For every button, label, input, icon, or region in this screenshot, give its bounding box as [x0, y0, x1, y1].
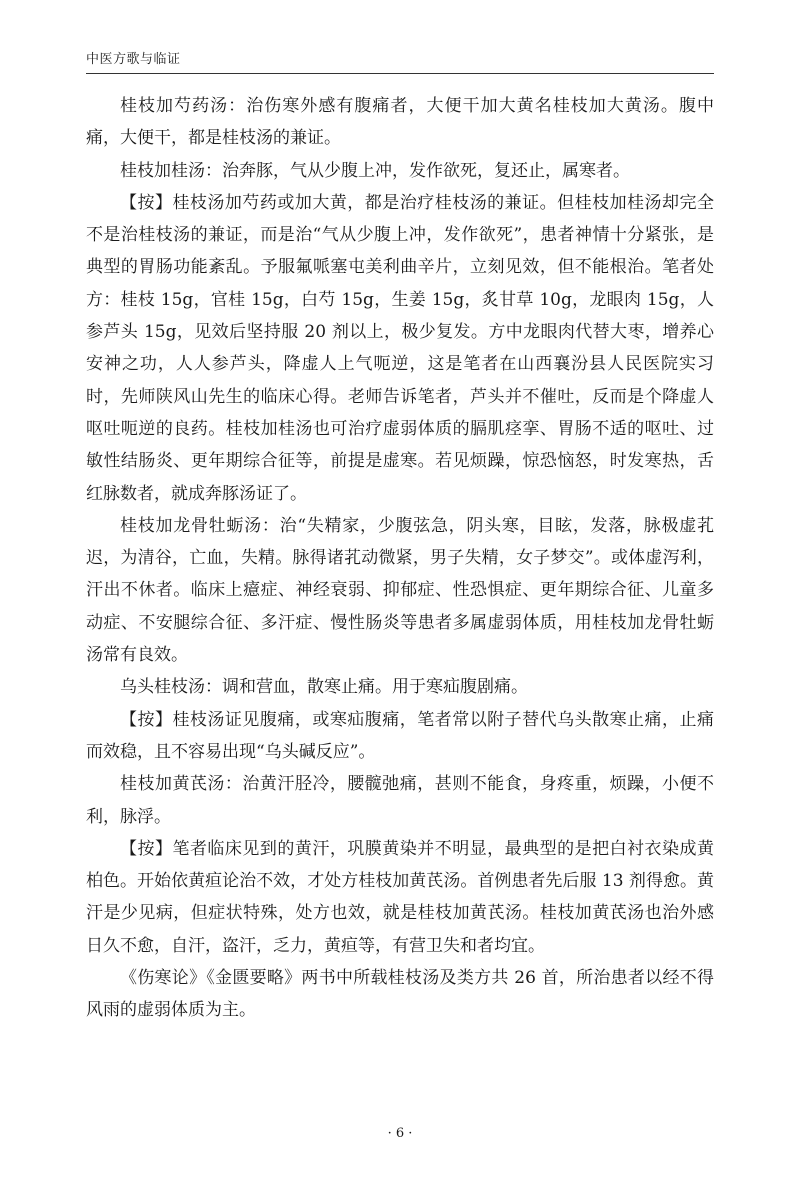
page-number: · 6 · — [387, 1126, 413, 1141]
paragraph-wutou-guizhi: 乌头桂枝汤：调和营血，散寒止痛。用于寒疝腹剧痛。 — [120, 677, 528, 698]
paragraph-note-wutou: 【按】桂枝汤证见腹痛，或寒疝腹痛，笔者常以附子替代乌头散寒止痛，止痛而效稳，且不容易出现“乌头碱反应”。 — [86, 709, 714, 762]
paragraph-summary: 《伤寒论》《金匮要略》两书中所载桂枝汤及类方共 26 首，所治患者以经不得风雨的虚弱体质为主。 — [86, 968, 714, 1021]
running-title: 中医方歌与临证 — [86, 52, 181, 67]
paragraph-note-guizhi-jia-gui: 【按】桂枝汤加芍药或加大黄，都是治疗桂枝汤的兼证。但桂枝加桂汤却完全不是治桂枝汤的兼证，而是治“气从少腹上冲，发作欲死”，患者神情十分紧张，是典型的胃肠功能紊乱。予服氟哌塞屯美利曲辛片，立刻见效，但不能根治。笔者处方：桂枝 15g，官桂 15g，白芍 15g，生姜 15g，炙甘草 10g，龙眼肉 15g，人参芦头 15g，见效后坚持服 20 剂以上，极少复发。方中龙眼肉代替大枣，增养心安神之功，人人参芦头，降虚人上气呃逆，这是笔者在山西襄汾县人民医院实习时，先师陕风山先生的临床心得。老师告诉笔者，芦头并不催吐，反而是个降虚人呕吐呃逆的良药。桂枝加桂汤也可治疗虚弱体质的膈肌痉挛、胃肠不适的呕吐、过敏性结肠炎、更年期综合征等，前提是虚寒。若见烦躁，惊恐恼怒，时发寒热，舌红脉数者，就成奔豚汤证了。 — [86, 192, 714, 504]
paragraph-guizhi-jia-longgu-muli: 桂枝加龙骨牡蛎汤：治“失精家，少腹弦急，阴头寒，目眩，发落，脉极虚芤迟，为清谷，亡血，失精。脉得诸芤动微紧，男子失精，女子梦交”。或体虚泻利，汗出不休者。临床上癔症、神经衰弱、抑郁症、性恐惧症、更年期综合征、儿童多动症、不安腿综合征、多汗症、慢性肠炎等患者多属虚弱体质，用桂枝加龙骨牡蛎汤常有良效。 — [86, 515, 714, 666]
header-rule — [86, 73, 714, 74]
paragraph-guizhi-jia-shaoyao: 桂枝加芍药汤：治伤寒外感有腹痛者，大便干加大黄名桂枝加大黄汤。腹中痛，大便干，都是桂枝汤的兼证。 — [86, 96, 714, 149]
paragraph-guizhi-jia-huangqi: 桂枝加黄芪汤：治黄汗胫冷，腰髋弛痛，甚则不能食，身疼重，烦躁，小便不利，脉浮。 — [86, 774, 714, 827]
paragraph-note-huanghan: 【按】笔者临床见到的黄汗，巩膜黄染并不明显，最典型的是把白衬衣染成黄柏色。开始依黄疸论治不效，才处方桂枝加黄芪汤。首例患者先后服 13 剂得愈。黄汗是少见病，但症状特殊，处方也效，就是桂枝加黄芪汤。桂枝加黄芪汤也治外感日久不愈，自汗，盗汗，乏力，黄疸等，有营卫失和者均宜。 — [86, 838, 714, 956]
body-text — [86, 90, 714, 1027]
paragraph-guizhi-jia-gui: 桂枝加桂汤：治奔豚，气从少腹上冲，发作欲死，复还止，属寒者。 — [120, 160, 630, 181]
